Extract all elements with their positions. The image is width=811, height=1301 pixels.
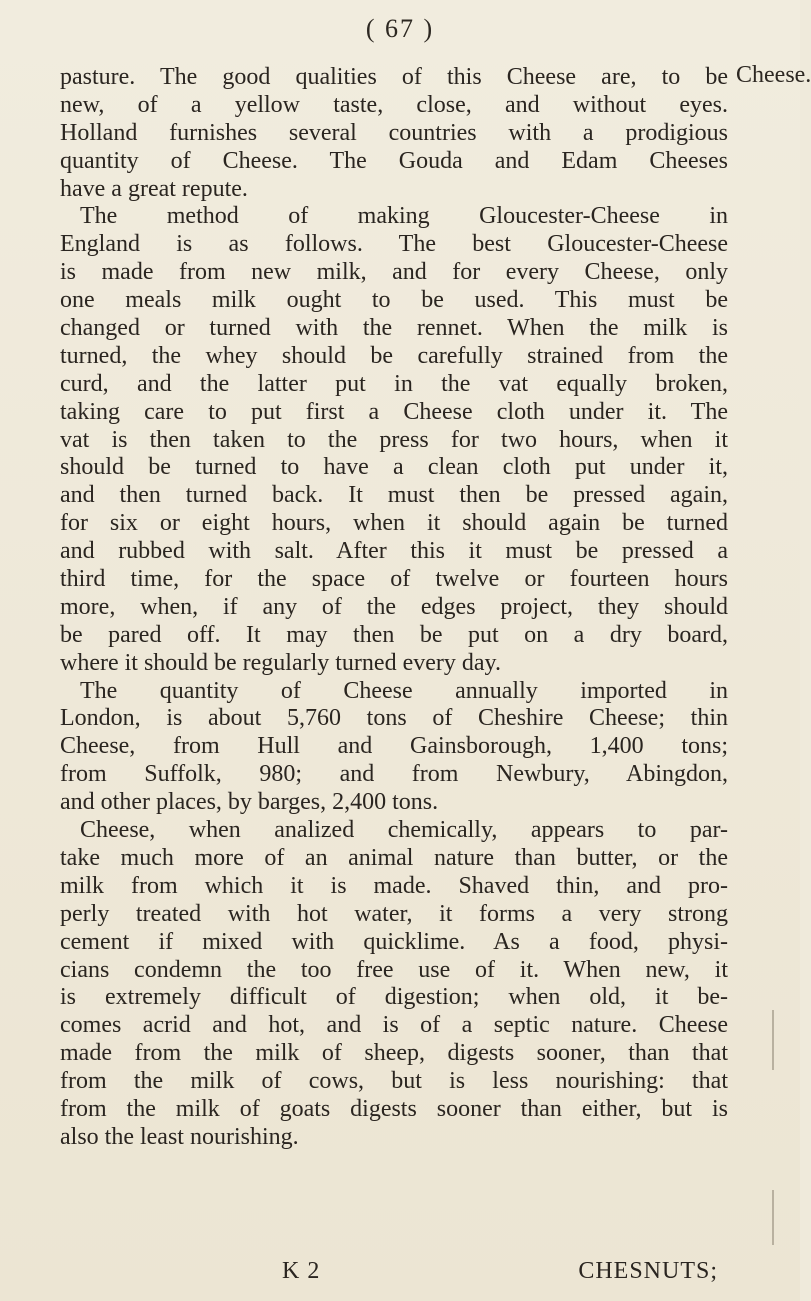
text-line: vat is then taken to the press for two hours, when it [60,426,728,453]
text-line: taking care to put first a Cheese cloth under it. The [60,398,728,425]
text-line: curd, and the latter put in the vat equally broken, [60,370,728,397]
margin-rule-mark [772,1010,774,1070]
text-line: Holland furnishes several countries with a prodigious [60,119,728,146]
text-line: is made from new milk, and for every Cheese, only [60,259,728,286]
text-line: from the milk of goats digests sooner than either, but is [60,1095,728,1122]
text-line: from the milk of cows, but is less nourishing: that [60,1068,728,1095]
text-line: Cheese, from Hull and Gainsborough, 1,400 tons; [60,733,728,760]
text-line: new, of a yellow taste, close, and without eyes. [60,91,728,118]
catchword: CHESNUTS; [578,1258,718,1284]
text-line: perly treated with hot water, it forms a very strong [60,900,728,927]
text-line: and other places, by barges, 2,400 tons. [60,789,439,816]
text-line: comes acrid and hot, and is of a septic nature. Cheese [60,1012,728,1039]
text-line: where it should be regularly turned every day. [60,649,501,676]
text-line: be pared off. It may then be put on a dry board, [60,621,728,648]
text-line: one meals milk ought to be used. This must be [60,287,728,314]
text-line: also the least nourishing. [60,1123,299,1150]
text-line: third time, for the space of twelve or fourteen hours [60,566,728,593]
text-line: for six or eight hours, when it should again be turned [60,510,728,537]
text-line: The method of making Gloucester-Cheese in [80,203,728,230]
page-number: ( 67 ) [365,14,435,43]
text-line: take much more of an animal nature than butter, or the [60,844,728,871]
text-line: more, when, if any of the edges project, they should [60,593,728,620]
text-line: is extremely difficult of digestion; when old, it be- [60,984,728,1011]
text-line: should be turned to have a clean cloth put under it, [60,454,728,481]
text-line: quantity of Cheese. The Gouda and Edam Cheeses [60,147,728,174]
text-line: made from the milk of sheep, digests sooner, than that [60,1040,728,1067]
text-line: and rubbed with salt. After this it must be pressed a [60,538,728,565]
text-line: milk from which it is made. Shaved thin, and pro- [60,872,728,899]
text-line: and then turned back. It must then be pressed again, [60,482,728,509]
text-line: have a great repute. [60,175,248,202]
text-line: pasture. The good qualities of this Cheese are, to be [60,64,728,90]
text-line: cians condemn the too free use of it. When new, it [60,956,728,983]
text-line: changed or turned with the rennet. When the milk is [60,315,728,342]
text-line: The quantity of Cheese annually imported in [80,677,728,704]
text-line: from Suffolk, 980; and from Newbury, Abingdon, [60,761,728,788]
page-footer [60,1256,728,1286]
text-line: cement if mixed with quicklime. As a food, physi- [60,928,728,955]
text-line: London, is about 5,760 tons of Cheshire Cheese; thin [60,705,728,732]
margin-note: Cheese. [736,62,811,88]
text-line: Cheese, when analized chemically, appears to par- [80,817,728,844]
text-line: England is as follows. The best Gloucester-Cheese [60,231,728,258]
signature-mark: K 2 [282,1258,321,1284]
margin-rule-mark [772,1190,774,1245]
body-text [60,64,728,1152]
text-line: turned, the whey should be carefully strained from the [60,342,728,369]
